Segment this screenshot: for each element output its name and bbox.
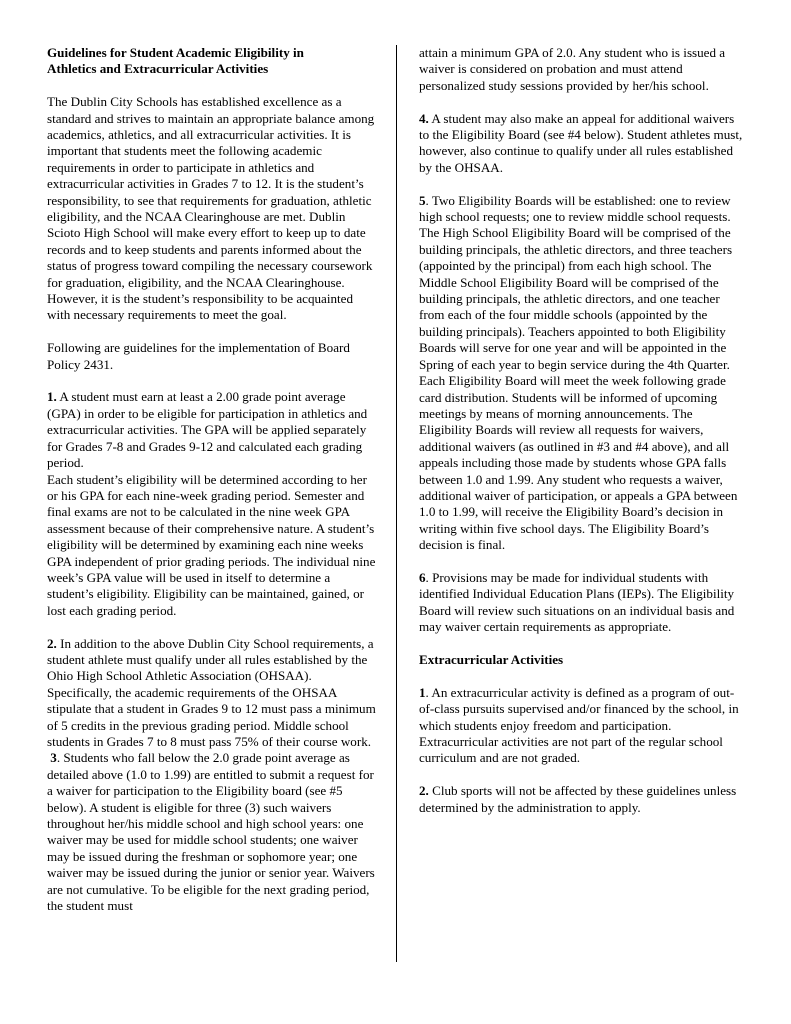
item-5-paragraph [419, 193, 747, 554]
intro-paragraph: The Dublin City Schools has established excellence as a standard and strives to maintain an appropriate balance among academics, athletics, and all extracurricular activities. It is important that students meet the following academic requirements in order to participate in athletics and extracurricular activities in Grades 7 to 12. It is the student’s responsibility, to see that requirements for graduation, athletic eligibility, and the NCAA Clearinghouse are met. Dublin Scioto High School will make every effort to keep up to date records and to keep students and parents informed about the status of progress toward compiling the necessary coursework for graduation, eligibility, and the NCAA Clearinghouse. However, it is the student’s responsibility to be acquainted with necessary requirements to meet the goal. [47, 94, 375, 323]
item-1-number: 1. [47, 389, 57, 405]
following-paragraph: Following are guidelines for the implementation of Board Policy 2431. [47, 340, 350, 372]
item-1-continuation: Each student’s eligibility will be determined according to her or his GPA for each nine-week grading period. Semester and final exams are not to be calculated in the nine week GPA assessment because of their comprehensive nature. A student’s eligibility will be determined by examining each nine weeks GPA independent of prior grading periods. The individual nine week’s GPA value will be used in itself to determine a student’s eligibility. Eligibility can be maintained, gained, or lost each grading period. [47, 471, 376, 618]
extra-1-paragraph [419, 685, 747, 767]
item-5-text: . Two Eligibility Boards will be established: one to review high school requests; one to review middle school requests. The High School Eligibility Board will be comprised of the building principals, the athletic directors, and three teachers (appointed by the principal) from each high school. The Middle School Eligibility Board will be comprised of the building principals, the athletic directors, and one teacher from each of the four middle schools (appointed by the building principals). Teachers appointed to both Eligibility Boards will serve for one year and will be appointed in the Spring of each year to begin service during the 4th Quarter. Each Eligibility Board will meet the week following grade card distribution. Students will be informed of upcoming meetings by means of morning announcements. The Eligibility Boards will review all requests for waivers, additional waivers (as outlined in #3 and #4 above), and all appeals including those made by students whose GPA falls between 1.0 and 1.99. Any student who requests a waiver, additional waiver of participation, or appeals a GPA between 1.0 to 1.99, will receive the Eligibility Board’s decision in writing within five school days. The Eligibility Board’s decision is final. [419, 192, 738, 553]
extra-2-paragraph [419, 783, 747, 816]
item-2-paragraph [47, 636, 377, 751]
extra-1-number: 1 [419, 684, 426, 700]
item-2-text: In addition to the above Dublin City School requirements, a student athlete must qualify under all rules established by the Ohio High School Athletic Association (OHSAA). Specifically, the academic requirements of the OHSAA stipulate that a student in Grades 9 to 12 must pass a minimum of 5 credits in the previous grading period. Middle school students in Grades 7 to 8 must pass 75% of their course work. [47, 635, 376, 749]
item-6-paragraph [419, 570, 747, 636]
item-1-text: A student must earn at least a 2.00 grade point average (GPA) in order to be eligible for participation in athletics and extracurricular activities. The GPA will be applied separately for Grades 7-8 and Grades 9-12 and calculated each grading period. [47, 389, 368, 471]
item-3-text: . Students who fall below the 2.0 grade point average as detailed above (1.0 to 1.99) are entitled to submit a request for a waiver for participation to the Eligibility board (see #5 below). A student is eligible for three (3) such waivers throughout her/his middle school and high school years: one waiver may be used for middle school students; one waiver may be issued during the freshman or sophomore year; one waiver may be issued during the junior or senior year. Waivers are not cumulative. To be eligible for the next grading period, the student must [47, 750, 375, 914]
right-column [419, 45, 747, 816]
item-1-paragraph [47, 389, 377, 471]
extracurricular-heading: Extracurricular Activities [419, 651, 564, 667]
item-4-paragraph [419, 111, 747, 177]
extra-1-text: . An extracurricular activity is defined as a program of out-of-class pursuits supervised and/or financed by the school, in which students enjoy freedom and participation. Extracurricular activities are not part of the regular school curriculum and are not graded. [419, 684, 739, 766]
item-6-number: 6 [419, 569, 426, 585]
item-6-text: . Provisions may be made for individual students with identified Individual Education Plans (IEPs). The Eligibility Board will review such situations on an individual basis and may waiver certain requirements as appropriate. [419, 569, 735, 635]
item-5-number: 5 [419, 192, 426, 208]
item-3-continuation: attain a minimum GPA of 2.0. Any student who is issued a waiver is considered on probation and must attend personalized study sessions provided by her/his school. [419, 45, 726, 93]
left-column [47, 45, 377, 914]
item-2-number: 2. [47, 635, 57, 651]
item-4-number: 4. [419, 110, 429, 126]
column-divider [396, 45, 397, 962]
title-line-2: Athletics and Extracurricular Activities [47, 61, 269, 77]
item-3-number: 3 [47, 750, 57, 766]
title-line-1: Guidelines for Student Academic Eligibility in [47, 45, 304, 60]
document-title [47, 45, 377, 78]
item-4-text: A student may also make an appeal for additional waivers to the Eligibility Board (see #4 below). Student athletes must, however, also continue to qualify under all rules established by the OHSAA. [419, 110, 743, 175]
item-3-paragraph [47, 750, 377, 914]
extra-2-number: 2. [419, 783, 429, 799]
extra-2-text: Club sports will not be affected by these guidelines unless determined by the administration to apply. [419, 783, 737, 815]
